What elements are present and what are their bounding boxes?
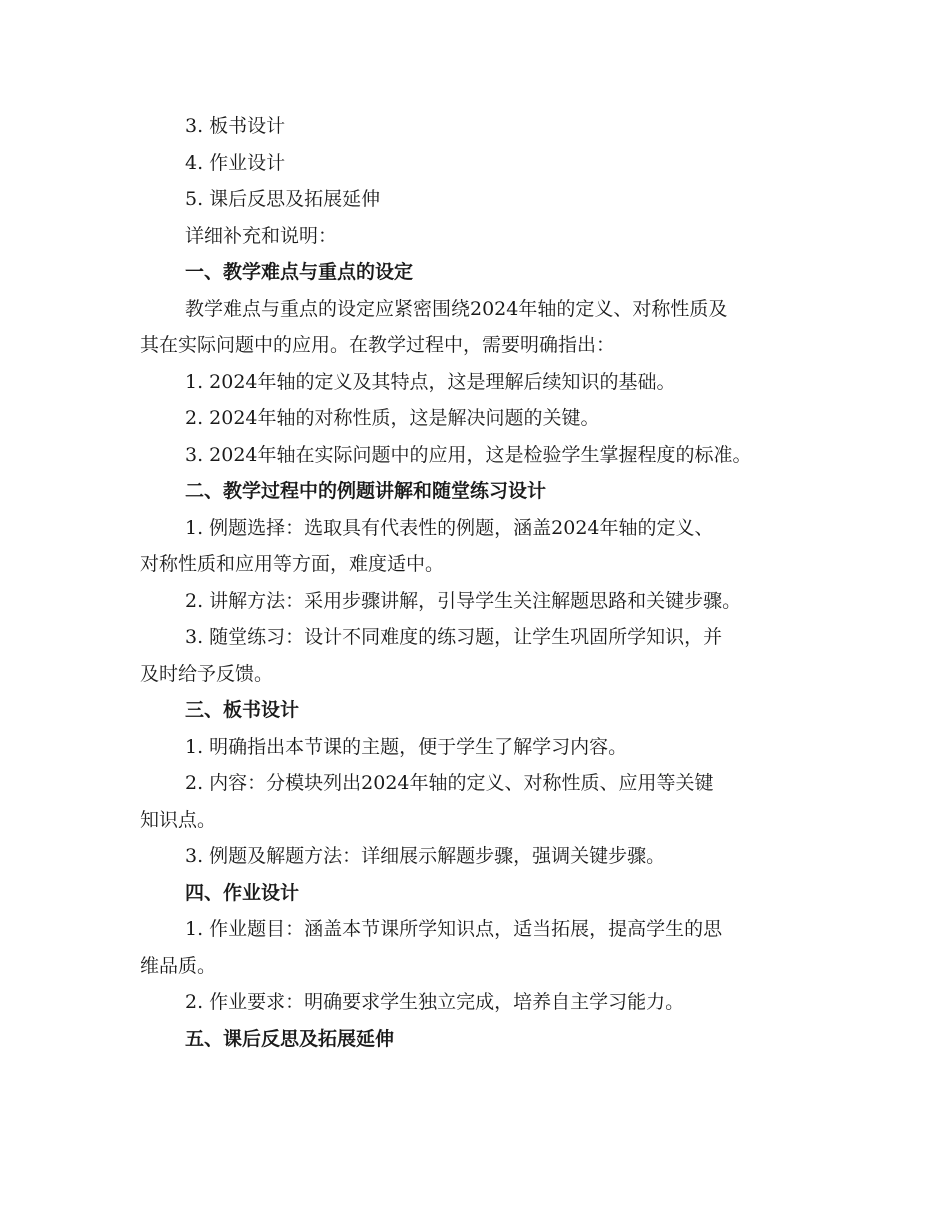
section-heading: 一、教学难点与重点的设定 <box>185 261 414 283</box>
text-line: 2. 内容：分模块列出2024年轴的定义、对称性质、应用等关键 <box>185 772 714 794</box>
document-body <box>140 108 820 1057</box>
text-line: 2. 2024年轴的对称性质，这是解决问题的关键。 <box>185 407 600 429</box>
text-line: 3. 板书设计 <box>185 115 286 137</box>
text-line: 教学难点与重点的设定应紧密围绕2024年轴的定义、对称性质及 <box>185 297 728 320</box>
section-heading: 四、作业设计 <box>185 881 300 904</box>
text-line: 维品质。 <box>140 954 217 977</box>
text-line: 及时给予反馈。 <box>140 662 274 685</box>
text-line: 其在实际问题中的应用。在教学过程中，需要明确指出： <box>140 334 616 356</box>
text-line: 1. 例题选择：选取具有代表性的例题，涵盖2024年轴的定义、 <box>185 516 714 539</box>
text-line: 2. 作业要求：明确要求学生独立完成，培养自主学习能力。 <box>185 991 685 1013</box>
text-line: 知识点。 <box>140 808 217 831</box>
text-line: 1. 作业题目：涵盖本节课所学知识点，适当拓展，提高学生的思 <box>185 918 723 940</box>
text-line: 详细补充和说明： <box>185 224 338 247</box>
text-line: 1. 2024年轴的定义及其特点，这是理解后续知识的基础。 <box>185 370 676 393</box>
section-heading: 三、板书设计 <box>185 699 300 721</box>
text-line: 3. 随堂练习：设计不同难度的练习题，让学生巩固所学知识，并 <box>185 626 723 648</box>
text-line: 1. 明确指出本节课的主题，便于学生了解学习内容。 <box>185 735 628 758</box>
text-line: 3. 例题及解题方法：详细展示解题步骤，强调关键步骤。 <box>185 845 666 867</box>
text-line: 2. 讲解方法：采用步骤讲解，引导学生关注解题思路和关键步骤。 <box>185 589 742 612</box>
text-line: 3. 2024年轴在实际问题中的应用，这是检验学生掌握程度的标准。 <box>185 443 752 466</box>
text-line: 对称性质和应用等方面，难度适中。 <box>140 553 445 575</box>
text-line: 5. 课后反思及拓展延伸 <box>185 188 381 210</box>
section-heading: 二、教学过程中的例题讲解和随堂练习设计 <box>185 480 547 502</box>
section-heading: 五、课后反思及拓展延伸 <box>185 1027 395 1050</box>
text-line: 4. 作业设计 <box>185 151 286 174</box>
